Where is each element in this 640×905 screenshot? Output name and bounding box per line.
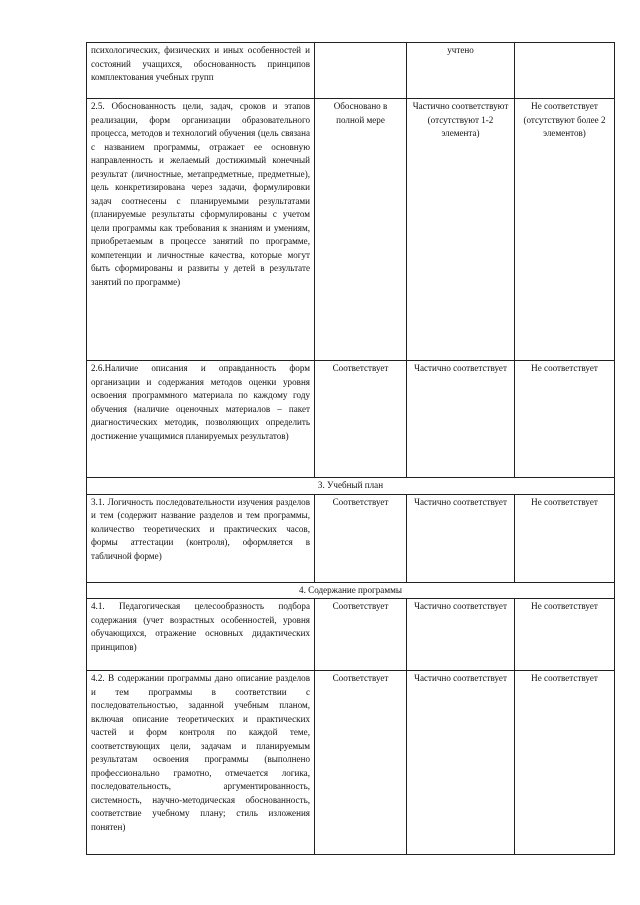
table-row	[87, 599, 615, 671]
criterion-cell: 4.1. Педагогическая целесообразность подбора содержания (учет возрастных особенностей, уровня обучающихся, отражение основных дидактических принципов)	[87, 599, 315, 671]
partial-compliance-cell: Частично соответствует	[407, 671, 515, 855]
full-compliance-cell: Соответствует	[315, 361, 407, 478]
non-compliance-cell: Не соответствует	[515, 599, 615, 671]
table-row	[87, 494, 615, 582]
partial-compliance-cell: Частично соответствует	[407, 494, 515, 582]
partial-compliance-cell: учтено	[407, 43, 515, 99]
section-heading: 3. Учебный план	[87, 478, 615, 495]
partial-compliance-cell: Частично соответствуют (отсутствуют 1-2 элемента)	[407, 99, 515, 361]
section-row	[87, 478, 615, 495]
criterion-cell: 4.2. В содержании программы дано описание разделов и тем программы в соответствии с последовательностью, заданной учебным планом, включая описание теоретических и практических частей и форм контроля по каждой теме, соответствующих цели, задачам и планируемым результатам освоения программы (выполнено профессионально грамотно, отмечается логика, последовательность, аргументированность, системность, научно-методическая обоснованность, соответствие учебному плану; стиль изложения понятен)	[87, 671, 315, 855]
non-compliance-cell	[515, 43, 615, 99]
full-compliance-cell: Обосновано в полной мере	[315, 99, 407, 361]
criterion-cell: 2.5. Обоснованность цели, задач, сроков и этапов реализации, форм организации образовательного процесса, методов и технологий обучения (цель связана с названием программы, отражает ее основную направленность и желаемый достижимый конечный результат (личностные, метапредметные, предметные), цель конкретизирована через задачи, формулировки задач соотнесены с планируемыми результатами (планируемые результаты сформулированы с учетом цели программы как требования к знаниям и умениям, приобретаемым в процессе занятий по программе, компетенции и личностные качества, которые могут быть сформированы и развиты у детей в результате занятий по программе)	[87, 99, 315, 361]
table-row	[87, 99, 615, 361]
partial-compliance-cell: Частично соответствует	[407, 599, 515, 671]
criterion-cell: 3.1. Логичность последовательности изучения разделов и тем (содержит название разделов и тем программы, количество теоретических и практических часов, формы аттестации (контроля), оформляется в табличной форме)	[87, 494, 315, 582]
table-row	[87, 671, 615, 855]
non-compliance-cell: Не соответствует	[515, 361, 615, 478]
full-compliance-cell: Соответствует	[315, 599, 407, 671]
non-compliance-cell: Не соответствует	[515, 671, 615, 855]
criterion-cell: 2.6.Наличие описания и оправданность форм организации и содержания методов оценки уровня освоения программного материала по каждому году обучения (наличие оценочных материалов – пакет диагностических методик, позволяющих определить достижение учащимися планируемых результатов)	[87, 361, 315, 478]
non-compliance-cell: Не соответствует (отсутствуют более 2 элементов)	[515, 99, 615, 361]
full-compliance-cell: Соответствует	[315, 671, 407, 855]
non-compliance-cell: Не соответствует	[515, 494, 615, 582]
section-row	[87, 582, 615, 599]
full-compliance-cell: Соответствует	[315, 494, 407, 582]
full-compliance-cell	[315, 43, 407, 99]
criterion-cell: психологических, физических и иных особенностей и состояний учащихся, обоснованность принципов комплектования учебных групп	[87, 43, 315, 99]
criteria-table	[86, 42, 615, 855]
partial-compliance-cell: Частично соответствует	[407, 361, 515, 478]
table-row	[87, 361, 615, 478]
table-row	[87, 43, 615, 99]
section-heading: 4. Содержание программы	[87, 582, 615, 599]
